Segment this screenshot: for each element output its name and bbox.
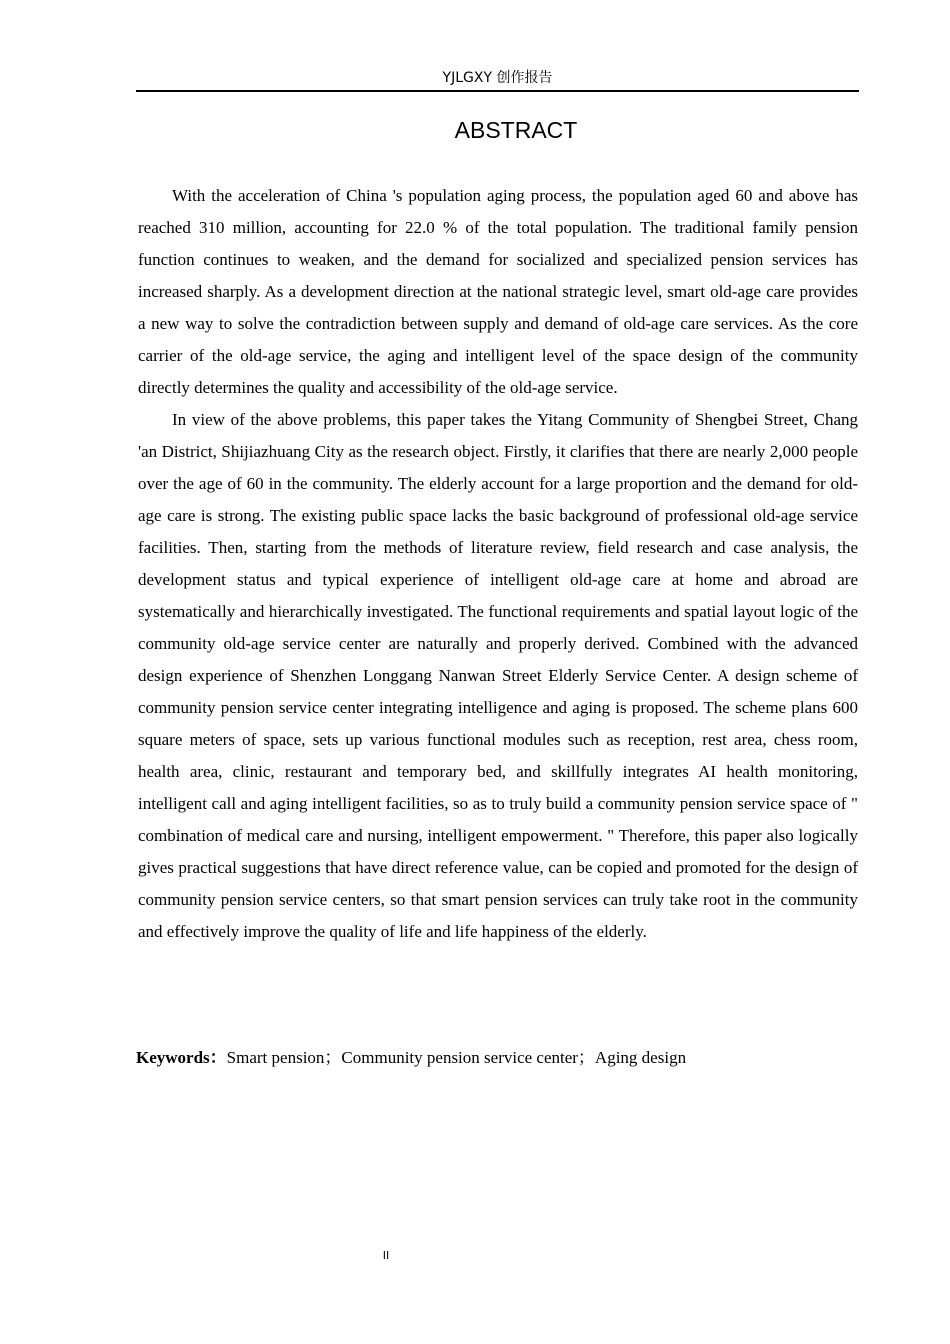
page-header xyxy=(136,66,859,92)
header-title: YJLGXY 创作报告 xyxy=(442,70,553,86)
keywords-text: Smart pension；Community pension service center；Aging design xyxy=(226,1048,687,1067)
abstract-title: ABSTRACT xyxy=(454,117,578,143)
abstract-paragraph: With the acceleration of China 's population aging process, the population aged 60 and above has reached 310 million, accounting for 22.0 % of the total population. The traditional family pension function continues to weaken, and the demand for socialized and specialized pension services has increased sharply. As a development direction at the national strategic level, smart old-age care provides a new way to solve the contradiction between supply and demand of old-age care services. As the core carrier of the old-age service, the aging and intelligent level of the space design of the community directly determines the quality and accessibility of the old-age service. xyxy=(138,186,858,397)
abstract-paragraph: In view of the above problems, this paper takes the Yitang Community of Shengbei Street, Chang 'an District, Shijiazhuang City as the research object. Firstly, it clarifies that there are nearly 2,000 people over the age of 60 in the community. The elderly account for a large proportion and the demand for old-age care is strong. The existing public space lacks the basic background of professional old-age service facilities. Then, starting from the methods of literature review, field research and case analysis, the development status and typical experience of intelligent old-age care at home and abroad are systematically and hierarchically investigated. The functional requirements and spatial layout logic of the community old-age service center are naturally and properly derived. Combined with the advanced design experience of Shenzhen Longgang Nanwan Street Elderly Service Center. A design scheme of community pension service center integrating intelligence and aging is proposed. The scheme plans 600 square meters of space, sets up various functional modules such as reception, rest area, chess room, health area, clinic, restaurant and temporary bed, and skillfully integrates AI health monitoring, intelligent call and aging intelligent facilities, so as to truly build a community pension service space of " combination of medical care and nursing, intelligent empowerment. " Therefore, this paper also logically gives practical suggestions that have direct reference value, can be copied and promoted for the design of community pension service centers, so that smart pension services can truly take root in the community and effectively improve the quality of life and life happiness of the elderly. xyxy=(138,410,858,941)
page-number: II xyxy=(382,1249,390,1262)
keywords-line xyxy=(136,1042,858,1074)
abstract-body xyxy=(138,180,858,948)
keywords-label: Keywords： xyxy=(136,1048,227,1067)
